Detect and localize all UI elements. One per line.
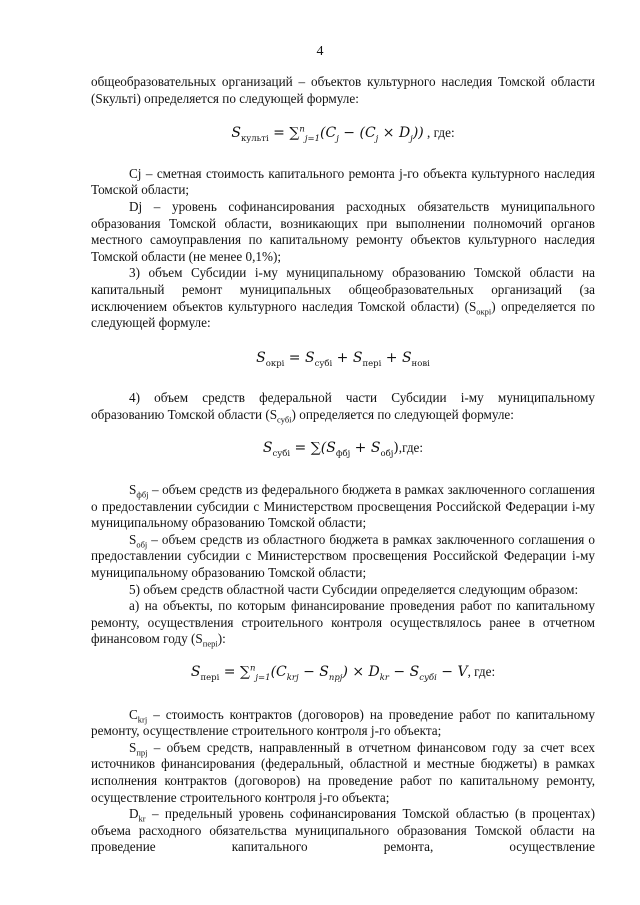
definition-s-obj: $S_{обj}$ – объем средств из областного бюджета в рамках заключенного соглашения о предоставлении субсидии с Министерством просвещения Российской Федерации і-му муниципальному образованию Томской области; — [91, 531, 595, 581]
document-body — [91, 74, 595, 856]
page-number: 4 — [316, 44, 324, 59]
definition-s-prj: $S_{прj}$ – объем средств, направленный в отчетном финансовом году за счет всех источников финансирования (федеральный, областной и местные бюджеты) в рамках исполнения контрактов (договоров) на проведение работ по капитальному ремонту, осуществление строительного контроля j-го объекта; — [91, 739, 595, 805]
formula-s-subi: $S_{субі} = \sum(S_{фбj} + S_{обj}),где$: — [262, 439, 424, 459]
paragraph-item-5: 5) объем средств областной части Субсидии определяется следующим образом: — [129, 581, 579, 597]
formula-s-peri: $S_{перi} = \sum^n_{j=1}(C_{krj} - S_{прj}) \times D_{kr} - S_{субі} - V$, где: — [190, 663, 496, 683]
definition-cj: Cj – сметная стоимость капитального ремонта j-го объекта культурного наследия Томской области; — [91, 165, 595, 198]
formula-s-kulti: $S_{культі} = \sum^n_{j=1}(C_j - (C_j \times D_j))$ , где: — [231, 124, 455, 144]
paragraph-item-4: 4) объем средств федеральной части Субсидии і-му муниципальному образованию Томской области $(S_{субі})$ определяется по следующей формуле: — [91, 390, 595, 425]
formula-s-okri: $S_{окрі} = S_{субі} + S_{перi} + S_{нові}$ — [256, 349, 430, 369]
definition-s-fbj: $S_{фбj}$ – объем средств из федерального бюджета в рамках заключенного соглашения о предоставлении субсидии с Министерством просвещения Российской Федерации і-му муниципальному образованию Томской области; — [91, 482, 595, 531]
paragraph-intro: общеобразовательных организаций – объектов культурного наследия Томской области (Sкульті) определяется по следующей формуле: — [91, 74, 595, 106]
definition-d-kr: $D_{kr}$ – предельный уровень софинансирования Томской областью (в процентах) объема расходного обязательства муниципального образования Томской области на проведение капитального ремонта, осуществление — [91, 806, 595, 855]
paragraph-item-5a: а) на объекты, по которым финансирование проведения работ по капитальному ремонту, осуществления строительного контроля осуществлялось ранее в отчетном финансовом году $(S_{перi})$: — [91, 598, 595, 650]
definition-c-krj: $C_{krj}$ – стоимость контрактов (договоров) на проведение работ по капитальному ремонту, осуществление строительного контроля j-го объекта; — [91, 706, 595, 739]
definition-dj: Dj – уровень софинансирования расходных обязательств муниципального образования Томской области, возникающих при выполнении полномочий органов местного самоуправления по капитальному ремонту объектов культурного наследия Томской области (не менее 0,1%); — [91, 198, 595, 264]
paragraph-item-3: 3) объем Субсидии i-му муниципальному образованию Томской области на капитальный ремонт муниципальных общеобразовательных организаций (за исключением объектов культурного наследия Томской области) $(S_{окрі})$ определяется по следующей формуле: — [91, 265, 595, 331]
